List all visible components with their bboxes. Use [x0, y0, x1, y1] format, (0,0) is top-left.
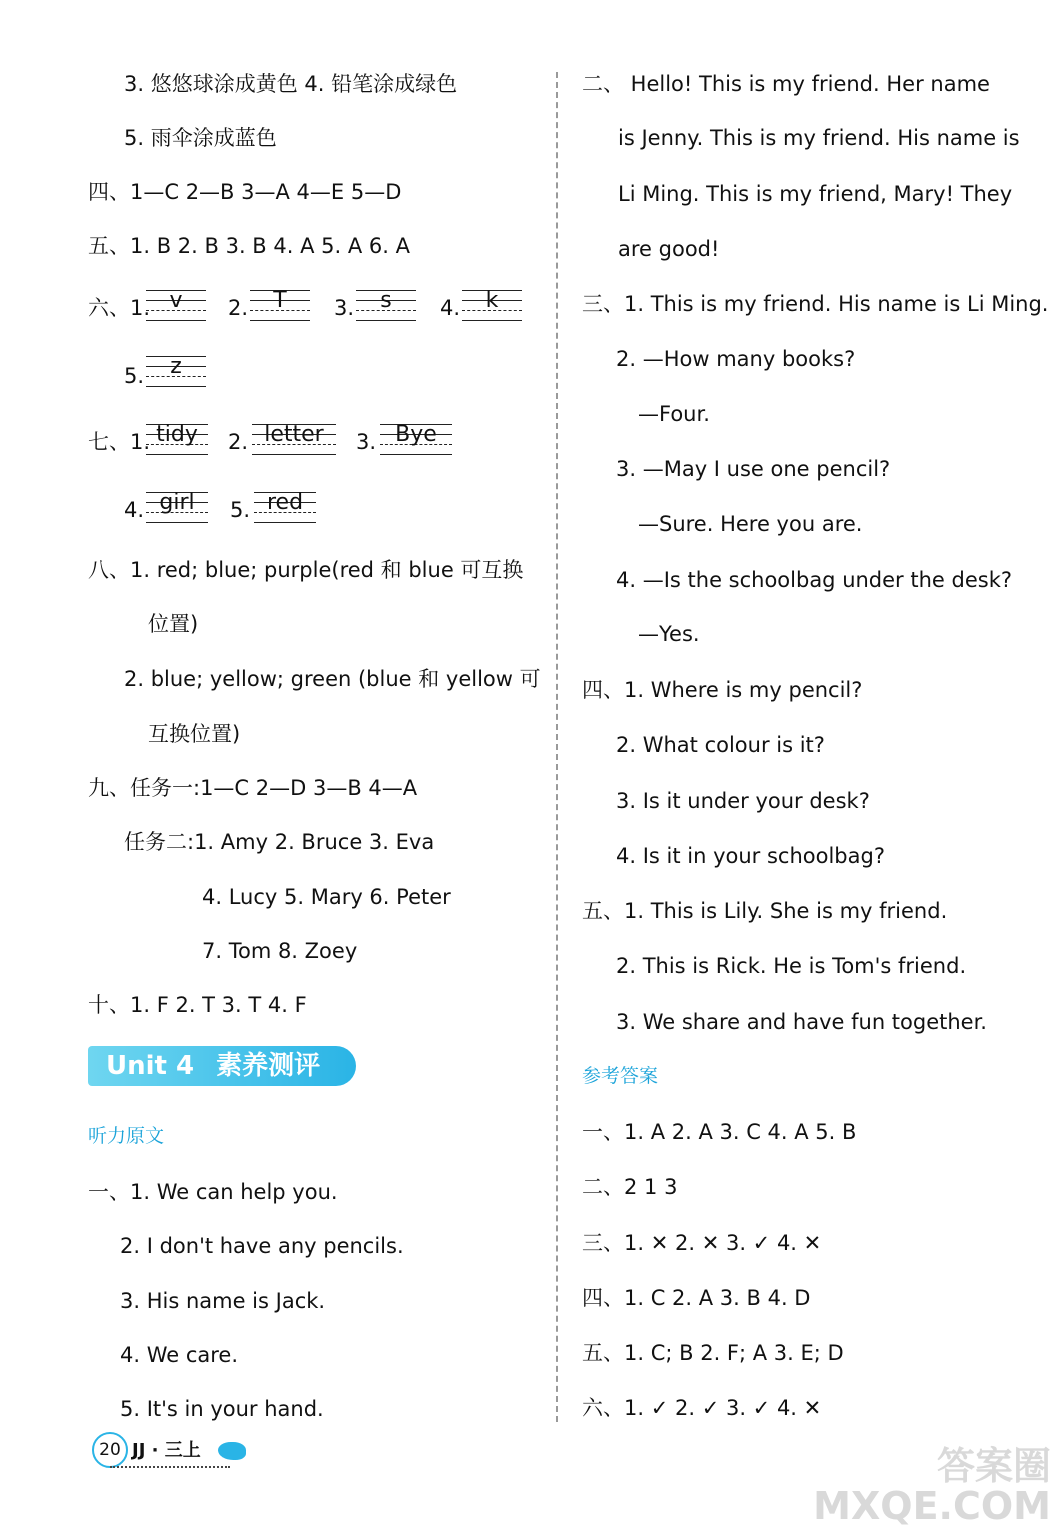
unit-banner — [88, 1046, 356, 1086]
transcript-line: 五、1. This is Lily. She is my friend. — [582, 899, 948, 923]
written-word: letter — [264, 422, 324, 447]
writing-lines — [252, 424, 336, 452]
transcript-line: 2. What colour is it? — [616, 733, 825, 757]
transcript-line: 4. We care. — [120, 1343, 239, 1367]
transcript-line: 4. Is it in your schoolbag? — [616, 844, 885, 868]
transcript-line: 3. —May I use one pencil? — [616, 457, 891, 481]
watermark-logo — [813, 1446, 1051, 1526]
item-number: 2. — [228, 430, 249, 454]
answer-section-9: 九、任务一:1—C 2—D 3—B 4—A — [88, 776, 418, 800]
writing-lines — [146, 492, 208, 520]
writing-lines — [462, 290, 522, 318]
answer-section-1: 一、1. A 2. A 3. C 4. A 5. B — [582, 1120, 857, 1144]
writing-lines — [250, 290, 310, 318]
transcript-line: 2. I don't have any pencils. — [120, 1234, 404, 1258]
answer-line: 2. blue; yellow; green (blue 和 yellow 可 — [124, 667, 541, 691]
item-number: 4. — [124, 498, 145, 522]
transcript-line: 一、1. We can help you. — [88, 1180, 338, 1204]
listening-title: 听力原文 — [88, 1125, 165, 1147]
answer-section-4: 四、1—C 2—B 3—A 4—E 5—D — [88, 180, 402, 204]
answer-line: 互换位置) — [148, 722, 241, 746]
transcript-line: 四、1. Where is my pencil? — [582, 678, 863, 702]
transcript-line: is Jenny. This is my friend. His name is — [618, 126, 1020, 150]
transcript-line: —Sure. Here you are. — [638, 512, 863, 536]
answer-section-2: 二、2 1 3 — [582, 1175, 678, 1199]
grade-label: JJ · 三上 — [132, 1440, 201, 1461]
transcript-line: —Four. — [638, 402, 710, 426]
transcript-line: 3. His name is Jack. — [120, 1289, 326, 1313]
written-word: girl — [159, 490, 195, 515]
watermark-line: 答案圈 — [936, 1444, 1051, 1488]
answer-line: 3. 悠悠球涂成黄色 4. 铅笔涂成绿色 — [124, 72, 458, 96]
fish-tail-icon — [218, 1442, 246, 1460]
watermark-line: MXQE.COM — [813, 1484, 1051, 1528]
written-word: red — [266, 490, 304, 515]
transcript-line: —Yes. — [638, 622, 700, 646]
unit-label: Unit 4 — [106, 1051, 195, 1081]
answer-line: 4. Lucy 5. Mary 6. Peter — [202, 885, 451, 909]
written-letter: v — [169, 288, 183, 313]
written-word: tidy — [156, 422, 198, 447]
item-number: 3. — [356, 430, 377, 454]
writing-lines — [146, 356, 206, 384]
answer-section-6-label: 六、1. — [88, 296, 151, 320]
item-number: 5. — [230, 498, 251, 522]
writing-lines — [146, 290, 206, 318]
transcript-line: 4. —Is the schoolbag under the desk? — [616, 568, 1013, 592]
writing-lines — [356, 290, 416, 318]
transcript-line: 5. It's in your hand. — [120, 1397, 324, 1421]
transcript-line: 3. We share and have fun together. — [616, 1010, 987, 1034]
footer-dotted-line — [110, 1466, 230, 1468]
answer-section-8: 八、1. red; blue; purple(red 和 blue 可互换 — [88, 558, 524, 582]
transcript-line: 2. —How many books? — [616, 347, 856, 371]
answer-section-5: 五、1. C; B 2. F; A 3. E; D — [582, 1341, 844, 1365]
answer-line: 5. 雨伞涂成蓝色 — [124, 126, 277, 150]
answer-section-10: 十、1. F 2. T 3. T 4. F — [88, 993, 307, 1017]
written-letter: T — [273, 288, 287, 313]
page-number: 20 — [92, 1432, 128, 1468]
written-letter: z — [170, 354, 182, 379]
item-number: 2. — [228, 296, 249, 320]
writing-lines — [380, 424, 452, 452]
answers-title: 参考答案 — [582, 1065, 659, 1087]
transcript-line: 2. This is Rick. He is Tom's friend. — [616, 954, 967, 978]
answer-section-4: 四、1. C 2. A 3. B 4. D — [582, 1286, 811, 1310]
transcript-line: 三、1. This is my friend. His name is Li Ming. — [582, 292, 1049, 316]
item-number: 5. — [124, 364, 145, 388]
answer-line: 位置) — [148, 612, 199, 636]
transcript-line: are good! — [618, 237, 720, 261]
transcript-line: 二、 Hello! This is my friend. Her name — [582, 72, 990, 96]
answer-section-5: 五、1. B 2. B 3. B 4. A 5. A 6. A — [88, 234, 410, 258]
item-number: 3. — [334, 296, 355, 320]
transcript-line: Li Ming. This is my friend, Mary! They — [618, 182, 1013, 206]
writing-lines — [146, 424, 208, 452]
answer-section-7-label: 七、1. — [88, 430, 151, 454]
writing-lines — [254, 492, 316, 520]
written-word: Bye — [395, 422, 437, 447]
written-letter: k — [485, 288, 499, 313]
item-number: 4. — [440, 296, 461, 320]
answer-section-3: 三、1. ✕ 2. ✕ 3. ✓ 4. ✕ — [582, 1231, 822, 1255]
column-divider — [556, 72, 558, 1422]
written-letter: s — [380, 288, 392, 313]
transcript-line: 3. Is it under your desk? — [616, 789, 870, 813]
unit-title: 素养测评 — [216, 1051, 321, 1081]
answer-line: 任务二:1. Amy 2. Bruce 3. Eva — [124, 830, 435, 854]
answer-line: 7. Tom 8. Zoey — [202, 939, 358, 963]
answer-section-6: 六、1. ✓ 2. ✓ 3. ✓ 4. ✕ — [582, 1396, 822, 1420]
